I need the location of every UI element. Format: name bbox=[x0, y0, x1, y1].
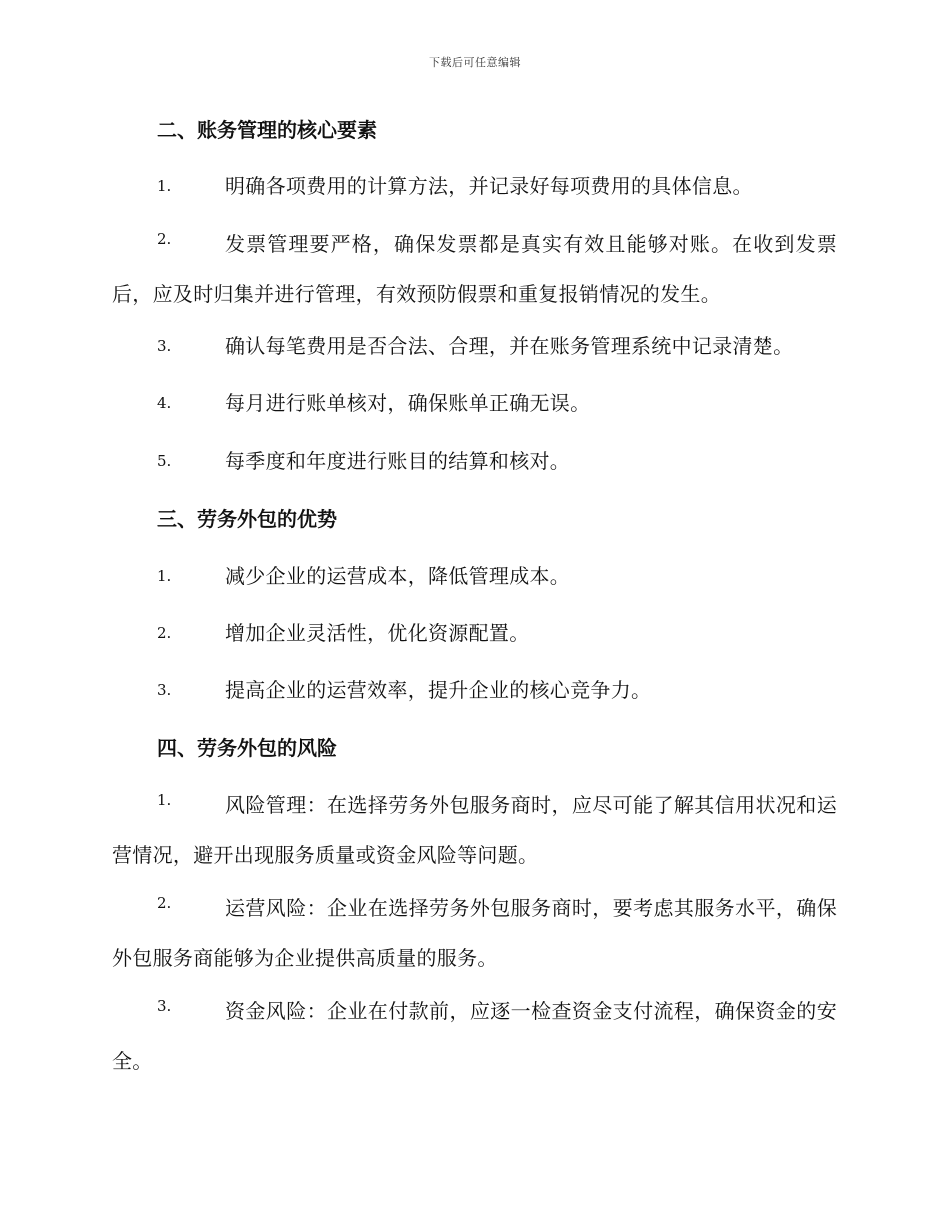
list-item bbox=[112, 383, 837, 423]
item-number: 4. bbox=[157, 394, 172, 412]
item-number: 5. bbox=[157, 452, 172, 470]
item-text: 明确各项费用的计算方法，并记录好每项费用的具体信息。 bbox=[225, 174, 753, 198]
item-number: 3. bbox=[157, 681, 172, 699]
item-text: 增加企业灵活性，优化资源配置。 bbox=[225, 621, 530, 645]
section-title-2: 二、账务管理的核心要素 bbox=[157, 118, 377, 142]
item-text: 每月进行账单核对，确保账单正确无误。 bbox=[225, 391, 591, 415]
list-item bbox=[112, 883, 837, 983]
item-number: 2. bbox=[157, 894, 172, 912]
list-item bbox=[112, 326, 837, 366]
item-number: 2. bbox=[157, 230, 172, 248]
item-text: 确认每笔费用是否合法、合理，并在账务管理系统中记录清楚。 bbox=[225, 334, 794, 358]
item-text: 提高企业的运营效率，提升企业的核心竞争力。 bbox=[225, 678, 652, 702]
item-text: 资金风险：企业在付款前，应逐一检查资金支付流程，确保资金的安全。 bbox=[112, 999, 837, 1073]
section-title-3: 三、劳务外包的优势 bbox=[157, 507, 337, 531]
item-number: 1. bbox=[157, 177, 172, 195]
item-number: 3. bbox=[157, 337, 172, 355]
list-item bbox=[112, 613, 837, 653]
list-item bbox=[112, 670, 837, 710]
item-number: 2. bbox=[157, 624, 172, 642]
list-item bbox=[112, 219, 837, 319]
list-item bbox=[112, 780, 837, 880]
item-text: 发票管理要严格，确保发票都是真实有效且能够对账。在收到发票后，应及时归集并进行管理，有效预防假票和重复报销情况的发生。 bbox=[112, 232, 837, 306]
list-item bbox=[112, 441, 837, 481]
item-text: 运营风险：企业在选择劳务外包服务商时，要考虑其服务水平，确保外包服务商能够为企业提供高质量的服务。 bbox=[112, 896, 837, 970]
page-header: 下载后可任意编辑 bbox=[429, 56, 521, 69]
item-number: 3. bbox=[157, 997, 172, 1015]
item-number: 1. bbox=[157, 791, 172, 809]
item-text: 风险管理：在选择劳务外包服务商时，应尽可能了解其信用状况和运营情况，避开出现服务质量或资金风险等问题。 bbox=[112, 793, 837, 867]
list-item bbox=[112, 556, 837, 596]
list-item bbox=[112, 166, 837, 206]
item-number: 1. bbox=[157, 567, 172, 585]
item-text: 每季度和年度进行账目的结算和核对。 bbox=[225, 449, 571, 473]
list-item bbox=[112, 986, 837, 1086]
section-title-4: 四、劳务外包的风险 bbox=[157, 736, 337, 760]
item-text: 减少企业的运营成本，降低管理成本。 bbox=[225, 564, 571, 588]
